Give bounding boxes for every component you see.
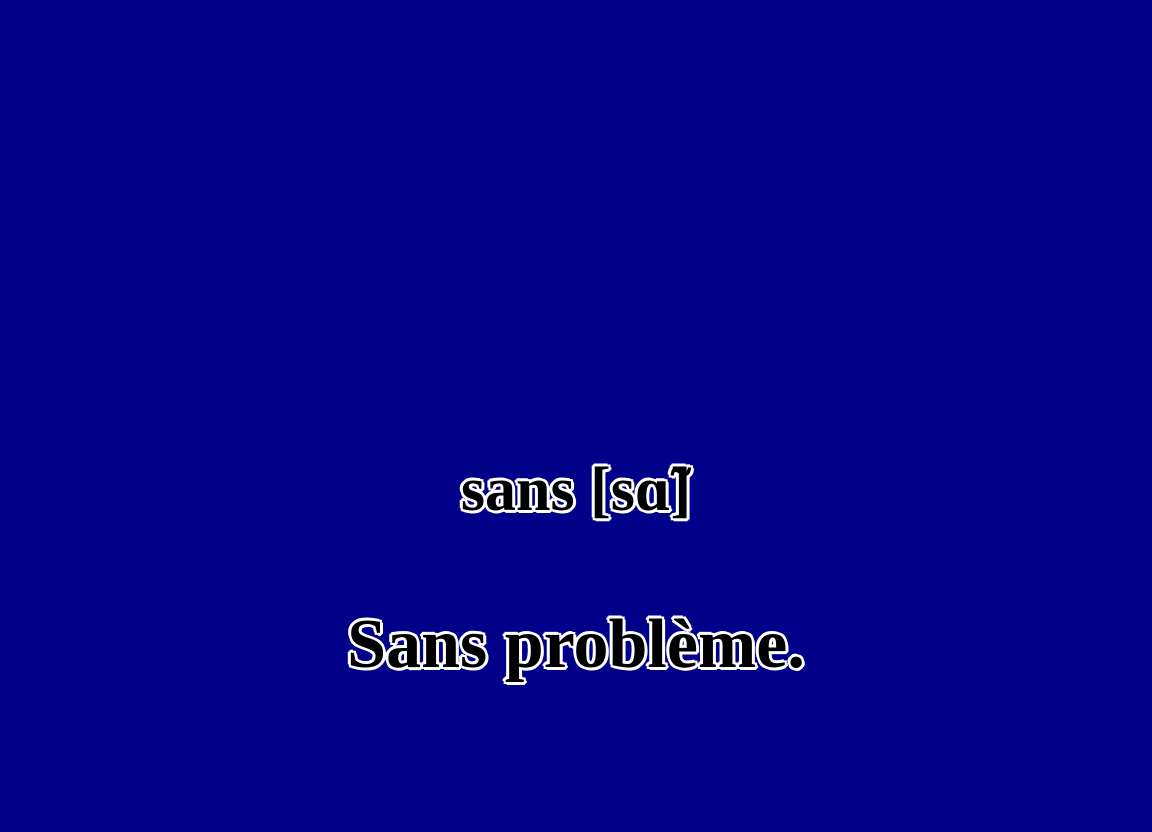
example-sentence: Sans problème.	[347, 606, 805, 683]
headword-pronunciation: sans [sɑ̃]	[460, 456, 692, 524]
